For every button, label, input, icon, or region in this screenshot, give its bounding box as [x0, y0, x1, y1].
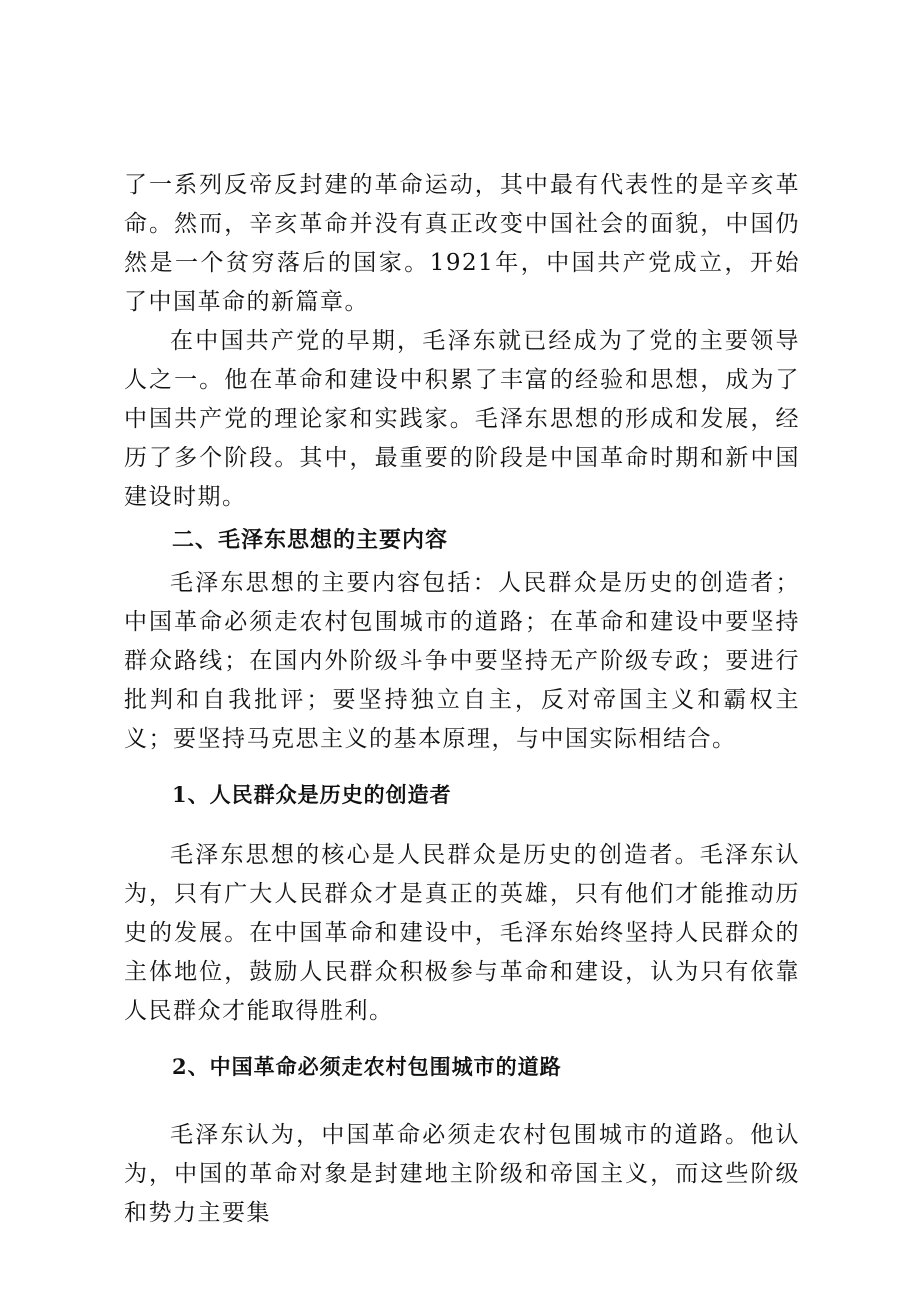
spacer [124, 814, 800, 836]
spacer [124, 1086, 800, 1116]
paragraph-people-create-history: 毛泽东思想的核心是人民群众是历史的创造者。毛泽东认为，只有广大人民群众才是真正的英雄，只有他们才能推动历史的发展。在中国革命和建设中，毛泽东始终坚持人民群众的主体地位，鼓励人民群众积极参与革命和建设，认为只有依靠人民群众才能取得胜利。 [124, 842, 800, 1024]
paragraph-rural-encircle-cities: 毛泽东认为，中国革命必须走农村包围城市的道路。他认为，中国的革命对象是封建地主阶级和帝国主义，而这些阶级和势力主要集 [124, 1122, 800, 1226]
paragraph-revolution-history: 了一系列反帝反封建的革命运动，其中最有代表性的是辛亥革命。然而，辛亥革命并没有真正改变中国社会的面貌，中国仍然是一个贫穷落后的国家。1921年，中国共产党成立，开始了中国革命的新篇章。 [124, 172, 800, 315]
paragraph-main-content-list: 毛泽东思想的主要内容包括：人民群众是历史的创造者；中国革命必须走农村包围城市的道路；在革命和建设中要坚持群众路线；在国内外阶级斗争中要坚持无产阶级专政；要进行批判和自我批评；要坚持独立自主，反对帝国主义和霸权主义；要坚持马克思主义的基本原理，与中国实际相结合。 [124, 570, 800, 752]
document-page [124, 166, 800, 1233]
subheading-people-create-history: 1、人民群众是历史的创造者 [172, 782, 452, 807]
spacer [124, 1031, 800, 1047]
section-heading-main-content: 二、毛泽东思想的主要内容 [172, 528, 449, 553]
paragraph-mao-early-leadership: 在中国共产党的早期，毛泽东就已经成为了党的主要领导人之一。他在革命和建设中积累了丰富的经验和思想，成为了中国共产党的理论家和实践家。毛泽东思想的形成和发展，经历了多个阶段。其中，最重要的阶段是中国革命时期和新中国建设时期。 [124, 328, 800, 510]
subheading-rural-encircle-cities: 2、中国革命必须走农村包围城市的道路 [172, 1054, 562, 1079]
spacer [124, 759, 800, 775]
